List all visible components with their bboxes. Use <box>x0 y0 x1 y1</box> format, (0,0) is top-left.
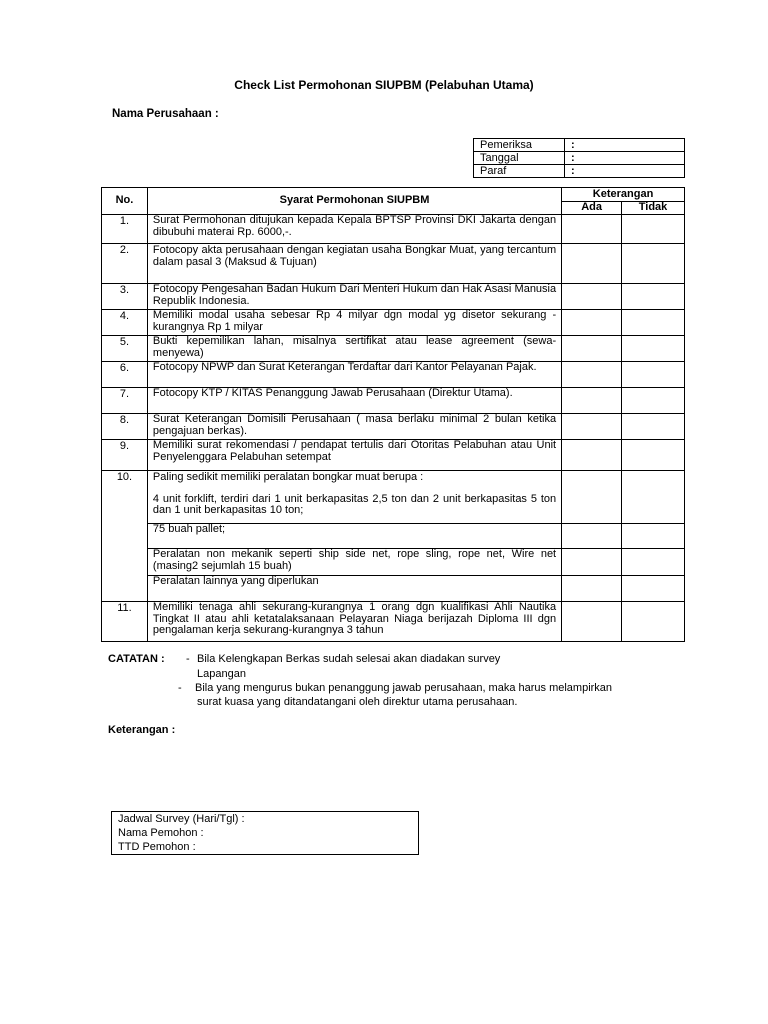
initials-row <box>474 165 685 178</box>
check-yes-cell[interactable] <box>562 244 622 284</box>
check-yes-cell[interactable] <box>562 602 622 642</box>
table-row <box>102 215 685 244</box>
requirement-text: Fotocopy NPWP dan Surat Keterangan Terdaftar dari Kantor Pelayanan Pajak. <box>147 362 561 388</box>
note-dash: - <box>178 682 182 694</box>
applicant-signature-field[interactable]: TTD Pemohon : <box>118 841 196 853</box>
row-number: 10. <box>102 471 148 524</box>
note-2-cont: surat kuasa yang ditandatangani oleh direktur utama perusahaan. <box>197 696 518 708</box>
requirements-table <box>101 187 685 642</box>
row-number: 9. <box>102 440 148 471</box>
table-row <box>102 549 685 576</box>
row-number: 2. <box>102 244 148 284</box>
table-row <box>102 414 685 440</box>
check-yes-cell[interactable] <box>562 310 622 336</box>
check-no-cell[interactable] <box>622 440 685 471</box>
header-no: No. <box>102 188 148 215</box>
check-yes-cell[interactable] <box>562 576 622 602</box>
notes-label: CATATAN : <box>108 653 165 665</box>
header-no-col: Tidak <box>622 202 685 215</box>
requirement-text: Memiliki surat rekomendasi / pendapat tertulis dari Otoritas Pelabuhan atau Unit Penyelenggara Pelabuhan setempat <box>147 440 561 471</box>
check-no-cell[interactable] <box>622 388 685 414</box>
requirement-text: Bukti kepemilikan lahan, misalnya sertifikat atau lease agreement (sewa-menyewa) <box>147 336 561 362</box>
table-row <box>102 602 685 642</box>
check-yes-cell[interactable] <box>562 336 622 362</box>
check-no-cell[interactable] <box>622 362 685 388</box>
header-yes: Ada <box>562 202 622 215</box>
table-row <box>102 284 685 310</box>
equipment-pallet: 75 buah pallet; <box>147 524 561 549</box>
requirement-text: Memiliki modal usaha sebesar Rp 4 milyar dgn modal yg disetor sekurang - kurangnya Rp 1 milyar <box>147 310 561 336</box>
date-field[interactable]: : <box>565 152 685 165</box>
table-row <box>102 244 685 284</box>
check-yes-cell[interactable] <box>562 388 622 414</box>
requirement-text: Surat Keterangan Domisili Perusahaan ( masa berlaku minimal 2 bulan ketika pengajuan berkas). <box>147 414 561 440</box>
row-number: 7. <box>102 388 148 414</box>
row-number: 11. <box>102 602 148 642</box>
check-yes-cell[interactable] <box>562 284 622 310</box>
table-row <box>102 471 685 524</box>
check-yes-cell[interactable] <box>562 549 622 576</box>
examiner-label: Pemeriksa <box>474 139 565 152</box>
requirement-text: Fotocopy akta perusahaan dengan kegiatan usaha Bongkar Muat, yang tercantum dalam pasal 3 (Maksud & Tujuan) <box>147 244 561 284</box>
examiner-row <box>474 139 685 152</box>
row-number: 8. <box>102 414 148 440</box>
note-2: Bila yang mengurus bukan penanggung jawab perusahaan, maka harus melampirkan <box>195 682 613 694</box>
check-yes-cell[interactable] <box>562 414 622 440</box>
table-row <box>102 388 685 414</box>
equipment-forklift: 4 unit forklift, terdiri dari 1 unit berkapasitas 2,5 ton dan 2 unit berkapasitas 5 ton dan 1 unit berkapasitas 10 ton; <box>152 492 557 516</box>
check-no-cell[interactable] <box>622 602 685 642</box>
check-no-cell[interactable] <box>622 310 685 336</box>
check-no-cell[interactable] <box>622 576 685 602</box>
requirement-text <box>147 471 561 524</box>
table-row <box>102 310 685 336</box>
date-row <box>474 152 685 165</box>
examiner-table <box>473 138 685 178</box>
row-number: 3. <box>102 284 148 310</box>
company-name-label: Nama Perusahaan : <box>112 108 219 120</box>
page-title: Check List Permohonan SIUPBM (Pelabuhan Utama) <box>234 78 534 92</box>
requirement-text: Fotocopy KTP / KITAS Penanggung Jawab Perusahaan (Direktur Utama). <box>147 388 561 414</box>
check-no-cell[interactable] <box>622 524 685 549</box>
row-number: 1. <box>102 215 148 244</box>
check-no-cell[interactable] <box>622 284 685 310</box>
row-number: 4. <box>102 310 148 336</box>
note-dash: - <box>186 653 190 665</box>
requirement-text: Memiliki tenaga ahli sekurang-kurangnya 1 orang dgn kualifikasi Ahli Nautika Tingkat II atau ahli ketatalaksanaan Pelayaran Niaga berijazah Diploma III dgn pengalaman kerja sekurang-kurangnya 3 tahun <box>147 602 561 642</box>
check-no-cell[interactable] <box>622 215 685 244</box>
check-yes-cell[interactable] <box>562 440 622 471</box>
equipment-intro: Paling sedikit memiliki peralatan bongkar muat berupa : <box>152 471 424 483</box>
check-yes-cell[interactable] <box>562 362 622 388</box>
applicant-name-field[interactable]: Nama Pemohon : <box>118 827 204 839</box>
check-no-cell[interactable] <box>622 549 685 576</box>
survey-schedule-field[interactable]: Jadwal Survey (Hari/Tgl) : <box>118 813 245 825</box>
note-1: Bila Kelengkapan Berkas sudah selesai akan diadakan survey <box>197 653 501 665</box>
survey-box <box>111 811 419 855</box>
table-row <box>102 336 685 362</box>
table-row <box>102 440 685 471</box>
note-1-cont: Lapangan <box>197 668 246 680</box>
check-yes-cell[interactable] <box>562 524 622 549</box>
examiner-field[interactable]: : <box>565 139 685 152</box>
header-remarks: Keterangan <box>562 188 685 202</box>
equipment-non-mechanical: Peralatan non mekanik seperti ship side net, rope sling, rope net, Wire net (masing2 sejumlah 15 buah) <box>147 549 561 576</box>
check-yes-cell[interactable] <box>562 471 622 524</box>
requirement-text: Fotocopy Pengesahan Badan Hukum Dari Menteri Hukum dan Hak Asasi Manusia Republik Indonesia. <box>147 284 561 310</box>
check-yes-cell[interactable] <box>562 215 622 244</box>
initials-field[interactable]: : <box>565 165 685 178</box>
initials-label: Paraf <box>474 165 565 178</box>
check-no-cell[interactable] <box>622 336 685 362</box>
equipment-other: Peralatan lainnya yang diperlukan <box>147 576 561 602</box>
table-row <box>102 362 685 388</box>
check-no-cell[interactable] <box>622 414 685 440</box>
check-no-cell[interactable] <box>622 244 685 284</box>
header-requirement: Syarat Permohonan SIUPBM <box>147 188 561 215</box>
table-row <box>102 576 685 602</box>
remarks-label: Keterangan : <box>108 724 176 736</box>
row-number: 6. <box>102 362 148 388</box>
date-label: Tanggal <box>474 152 565 165</box>
row-number: 5. <box>102 336 148 362</box>
requirement-text: Surat Permohonan ditujukan kepada Kepala BPTSP Provinsi DKI Jakarta dengan dibubuhi materai Rp. 6000,-. <box>147 215 561 244</box>
table-row <box>102 524 685 549</box>
check-no-cell[interactable] <box>622 471 685 524</box>
